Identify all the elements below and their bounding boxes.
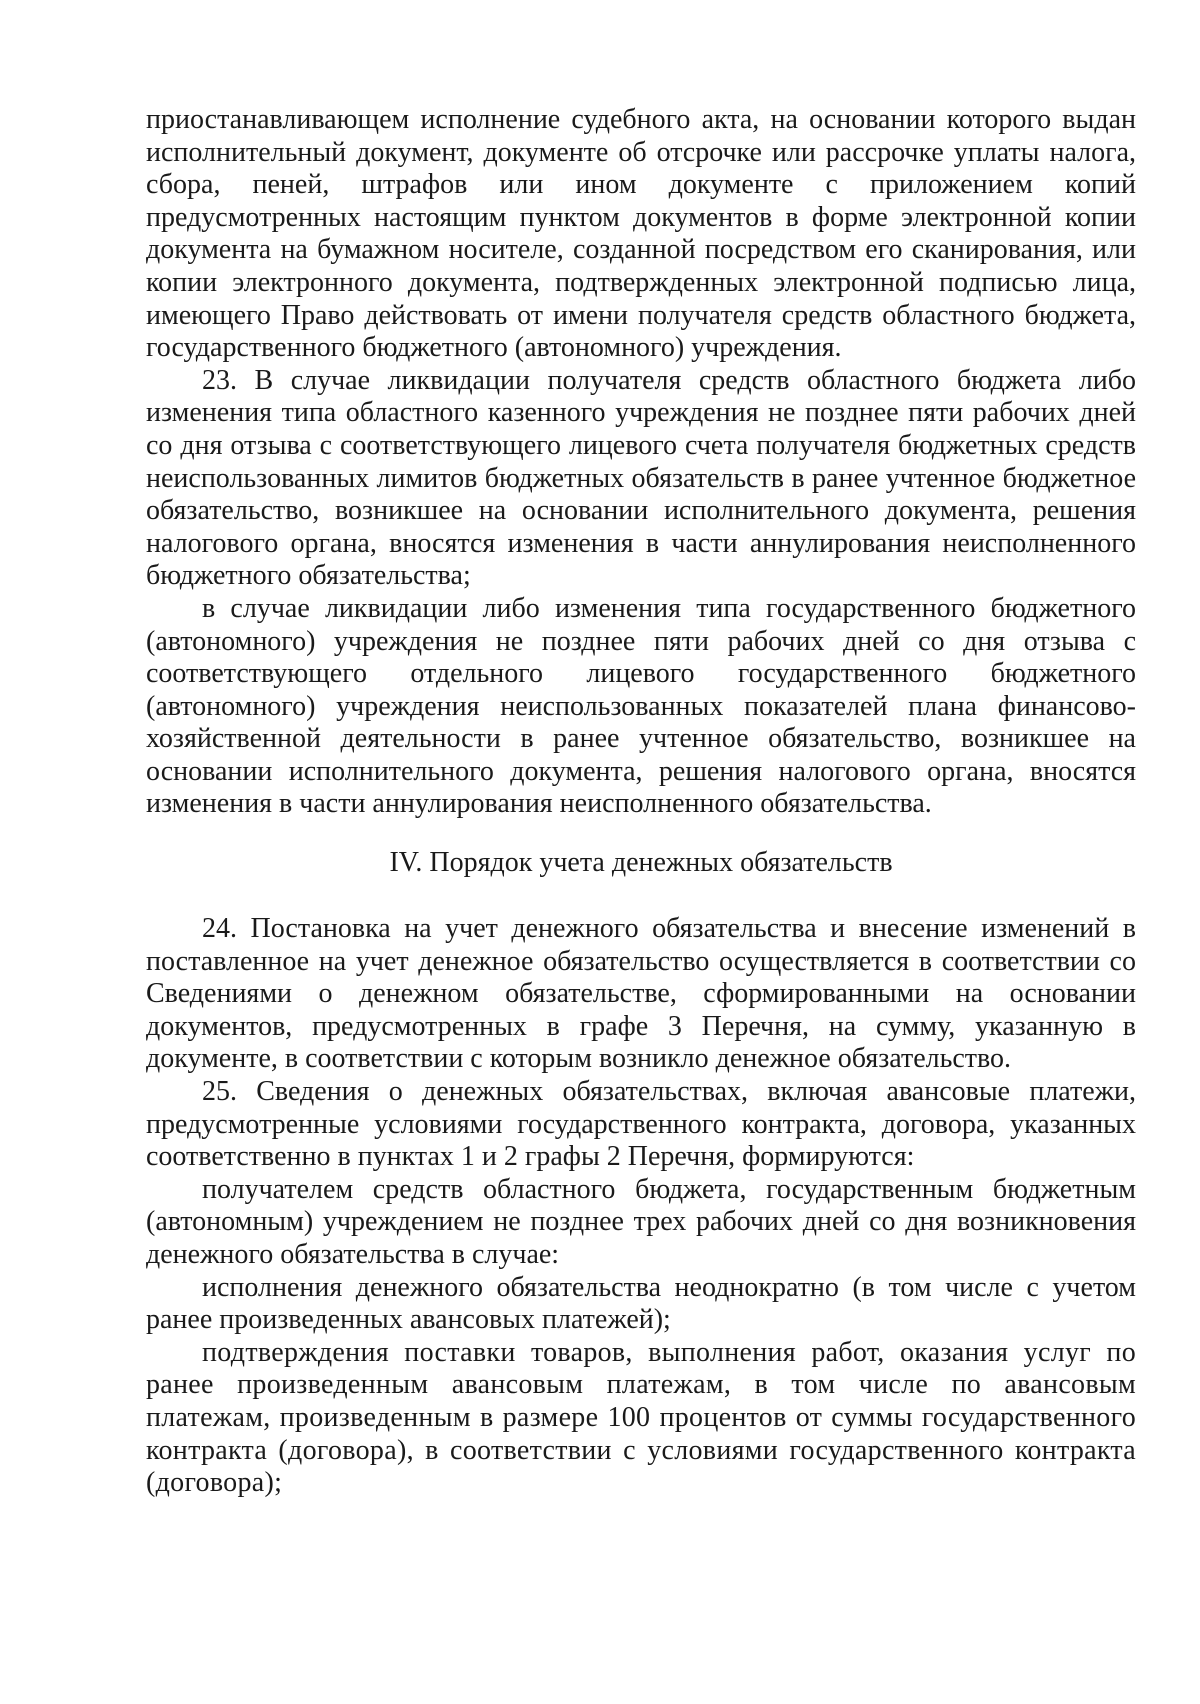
paragraph-24: 24. Постановка на учет денежного обязательства и внесение изменений в поставленное на учет денежное обязательство осуществляется в соответствии со Сведениями о денежном обязательстве, сформированными на основании документов, предусмотренных в графе 3 Перечня, на сумму, указанную в документе, в соответствии с которым возникло денежное обязательство. [146, 913, 1136, 1075]
paragraph-continuation: приостанавливающем исполнение судебного акта, на основании которого выдан исполнительный документ, документе об отсрочке или рассрочке уплаты налога, сбора, пеней, штрафов или ином документе с приложением копий предусмотренных настоящим пунктом документов в форме электронной копии документа на бумажном носителе, созданной посредством его сканирования, или копии электронного документа, подтвержденных электронной подписью лица, имеющего Право действовать от имени получателя средств областного бюджета, государственного бюджетного (автономного) учреждения. [146, 104, 1136, 364]
paragraph-23: 23. В случае ликвидации получателя средств областного бюджета либо изменения типа областного казенного учреждения не позднее пяти рабочих дней со дня отзыва с соответствующего лицевого счета получателя бюджетных средств неиспользованных лимитов бюджетных обязательств в ранее учтенное бюджетное обязательство, возникшее на основании исполнительного документа, решения налогового органа, вносятся изменения в части аннулирования неисполненного бюджетного обязательства; [146, 364, 1136, 592]
paragraph-25-repeated-execution: исполнения денежного обязательства неоднократно (в том числе с учетом ранее произведенных авансовых платежей); [146, 1271, 1136, 1336]
document-page [146, 104, 1136, 1500]
paragraph-25: 25. Сведения о денежных обязательствах, включая авансовые платежи, предусмотренные условиями государственного контракта, договора, указанных соответственно в пунктах 1 и 2 графы 2 Перечня, формируются: [146, 1076, 1136, 1173]
paragraph-25-recipient: получателем средств областного бюджета, государственным бюджетным (автономным) учреждением не позднее трех рабочих дней со дня возникновения денежного обязательства в случае: [146, 1173, 1136, 1270]
paragraph-23-liquidation-institution: в случае ликвидации либо изменения типа государственного бюджетного (автономного) учреждения не позднее пяти рабочих дней со дня отзыва с соответствующего отдельного лицевого государственного бюджетного (автономного) учреждения неиспользованных показателей плана финансово-хозяйственной деятельности в ранее учтенное обязательство, возникшее на основании исполнительного документа, решения налогового органа, вносятся изменения в части аннулирования неисполненного обязательства. [146, 592, 1136, 820]
paragraph-25-delivery-confirmation: подтверждения поставки товаров, выполнения работ, оказания услуг по ранее произведенным авансовым платежам, в том числе по авансовым платежам, произведенным в размере 100 процентов от суммы государственного контракта (договора), в соответствии с условиями государственного контракта (договора); [146, 1336, 1136, 1499]
section-heading: IV. Порядок учета денежных обязательств [389, 847, 893, 879]
